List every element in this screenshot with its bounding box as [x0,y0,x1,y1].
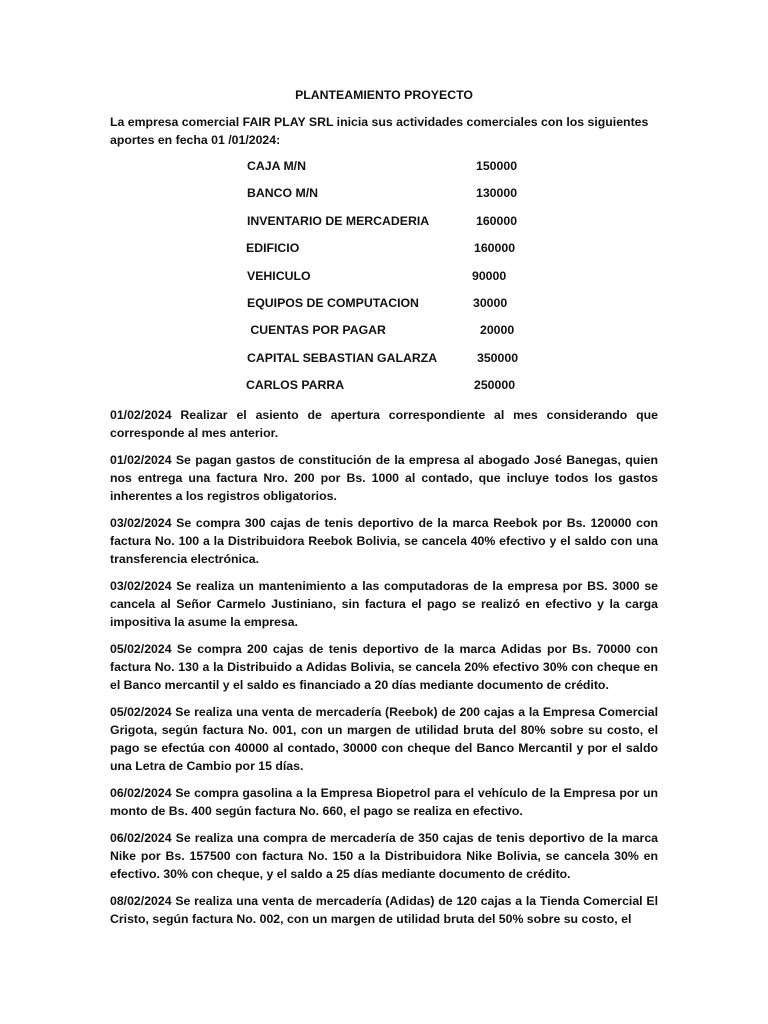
capital-row [110,267,658,294]
capital-item-name: EDIFICIO [246,241,300,256]
capital-row [110,294,658,321]
capital-contributions-table [110,157,658,404]
capital-item-value: 160000 [474,241,516,256]
journal-entry: 08/02/2024 Se realiza una venta de mercadería (Adidas) de 120 cajas a la Tienda Comercial El Cristo, según factura No. 002, con un margen de utilidad bruta del 50% sobre su costo, el [110,893,658,926]
journal-entry: 06/02/2024 Se realiza una compra de mercadería de 350 cajas de tenis deportivo de la marca Nike por Bs. 157500 con factura No. 150 a la Distribuidora Nike Bolivia, se cancela 30% en efectivo. 30% con cheque, y el saldo a 25 días mediante documento de crédito. [110,830,658,881]
capital-item-value: 130000 [476,186,518,201]
capital-item-value: 30000 [473,295,508,310]
journal-entry: 03/02/2024 Se compra 300 cajas de tenis deportivo de la marca Reebok por Bs. 120000 con factura No. 100 a la Distribuidora Reebok Bolivia, se cancela 40% efectivo y el saldo con una transferencia electrónica. [110,515,658,566]
journal-entry: 01/02/2024 Realizar el asiento de apertura correspondiente al mes considerando que corresponde al mes anterior. [110,407,658,440]
capital-item-name: CAPITAL SEBASTIAN GALARZA [247,350,438,365]
capital-item-name: VEHICULO [247,268,311,283]
intro-paragraph: La empresa comercial FAIR PLAY SRL inicia sus actividades comerciales con los siguientes aportes en fecha 01 /01/2024: [110,115,649,147]
capital-row [110,349,658,376]
journal-entry: 01/02/2024 Se pagan gastos de constitución de la empresa al abogado José Banegas, quien nos entrega una factura Nro. 200 por Bs. 1000 al contado, que incluye todos los gastos inherentes a los registros obligatorios. [110,452,658,503]
capital-item-name: CAJA M/N [247,159,306,173]
capital-item-name: CARLOS PARRA [246,378,345,393]
journal-entry: 05/02/2024 Se realiza una venta de mercadería (Reebok) de 200 cajas a la Empresa Comercial Grigota, según factura No. 001, con un margen de utilidad bruta del 80% sobre su costo, el pago se efectúa con 40000 al contado, 30000 con cheque del Banco Mercantil y por el saldo una Letra de Cambio por 15 días. [110,704,658,773]
journal-entry: 06/02/2024 Se compra gasolina a la Empresa Biopetrol para el vehículo de la Empresa por un monto de Bs. 400 según factura No. 660, el pago se realiza en efectivo. [110,785,658,818]
capital-item-value: 160000 [476,213,518,228]
capital-row [110,212,658,239]
capital-item-value: 20000 [480,323,515,338]
capital-item-value: 350000 [477,350,519,365]
capital-item-value: 90000 [472,268,507,283]
capital-item-name: BANCO M/N [247,186,319,201]
capital-item-name: CUENTAS POR PAGAR [247,323,386,338]
capital-row [110,157,658,184]
capital-row [110,239,658,266]
journal-entry: 03/02/2024 Se realiza un mantenimiento a las computadoras de la empresa por BS. 3000 se cancela al Señor Carmelo Justiniano, sin factura el pago se realizó en efectivo y la carga impositiva la asume la empresa. [110,578,658,629]
capital-item-name: INVENTARIO DE MERCADERIA [247,213,430,228]
document-title: PLANTEAMIENTO PROYECTO [295,88,473,102]
capital-row [110,184,658,211]
capital-row [110,321,658,348]
document-page [110,86,658,937]
capital-item-value: 250000 [474,378,516,393]
capital-row [110,376,658,403]
capital-item-name: EQUIPOS DE COMPUTACION [247,295,419,310]
journal-entry: 05/02/2024 Se compra 200 cajas de tenis deportivo de la marca Adidas por Bs. 70000 con factura No. 130 a la Distribuido a Adidas Bolivia, se cancela 20% efectivo 30% con cheque en el Banco mercantil y el saldo es financiado a 20 días mediante documento de crédito. [110,641,658,692]
capital-item-value: 150000 [476,159,518,173]
